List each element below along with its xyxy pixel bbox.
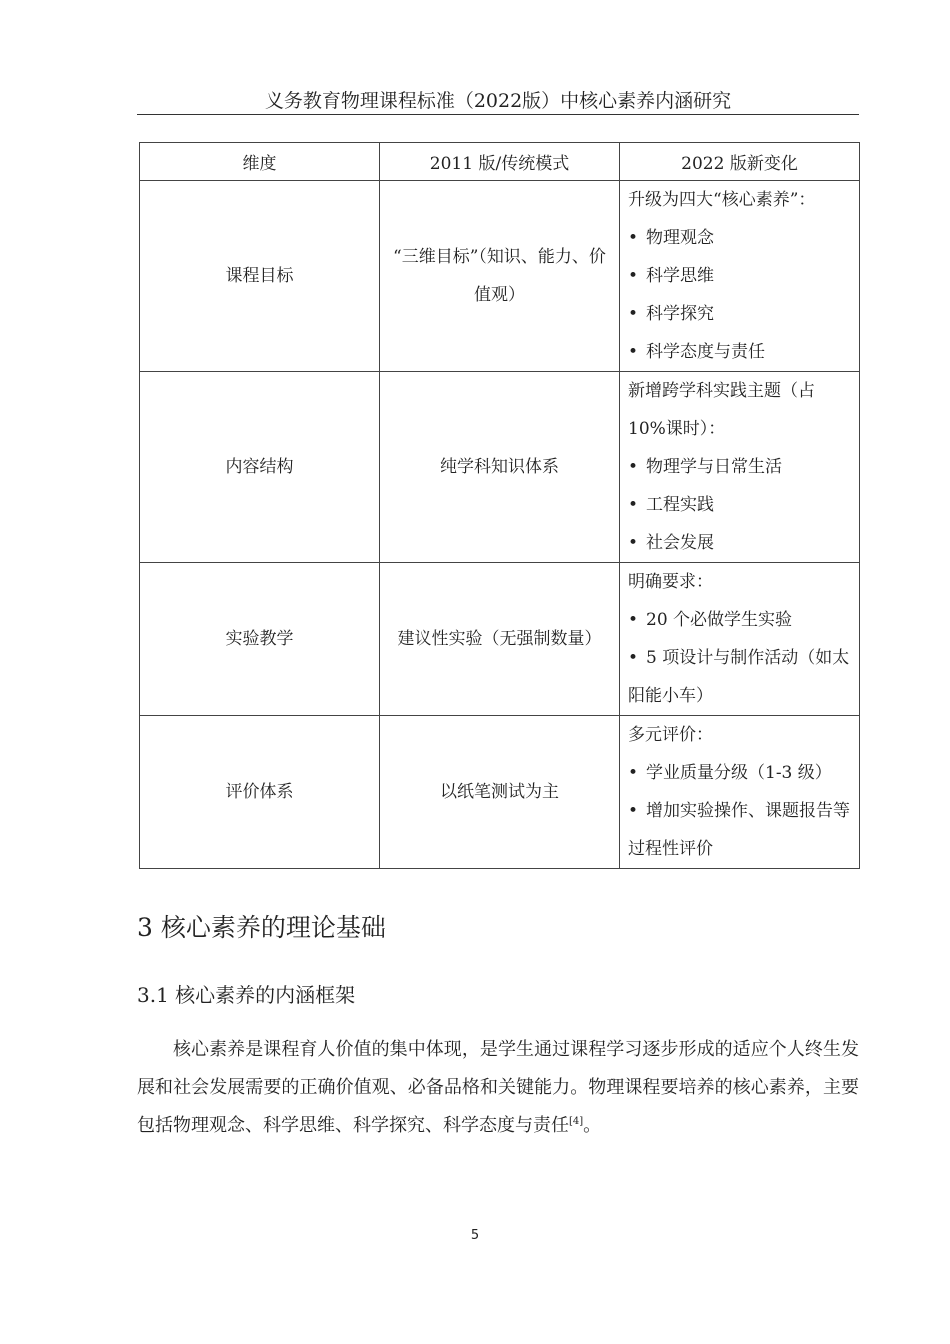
bullet-icon: • <box>628 610 639 630</box>
list-item: • 科学思维 <box>628 257 853 295</box>
old-mode-cell: 纯学科知识体系 <box>380 372 620 563</box>
list-item: • 学业质量分级（1-3 级） <box>628 754 853 792</box>
table-header-row <box>140 143 860 181</box>
list-item: • 20 个必做学生实验 <box>628 601 853 639</box>
list-item: • 5 项设计与制作活动（如太阳能小车） <box>628 639 853 715</box>
old-mode-cell: 以纸笔测试为主 <box>380 716 620 869</box>
header-rule <box>137 114 859 115</box>
section-heading: 3 核心素养的理论基础 <box>137 913 386 942</box>
old-mode-cell: 建议性实验（无强制数量） <box>380 563 620 716</box>
header-dimension: 维度 <box>140 143 380 181</box>
header-2022: 2022 版新变化 <box>620 143 860 181</box>
list-item: • 物理学与日常生活 <box>628 448 853 486</box>
comparison-table <box>139 142 860 869</box>
body-paragraph <box>137 1031 859 1145</box>
new-change-intro: 升级为四大“核心素养”： <box>628 190 816 210</box>
page-number: 5 <box>470 1228 480 1243</box>
new-change-intro: 明确要求： <box>628 572 713 592</box>
bullet-icon: • <box>628 533 639 553</box>
bullet-icon: • <box>628 763 639 783</box>
bullet-icon: • <box>628 495 639 515</box>
new-change-cell <box>620 181 860 372</box>
old-mode-text: “三维目标”（知识、能力、价值观） <box>393 247 606 305</box>
new-change-cell <box>620 372 860 563</box>
old-mode-cell <box>380 181 620 372</box>
running-header-title: 义务教育物理课程标准（2022版）中核心素养内涵研究 <box>264 90 732 112</box>
list-item: • 增加实验操作、课题报告等过程性评价 <box>628 792 853 868</box>
bullet-icon: • <box>628 266 639 286</box>
table-row <box>140 563 860 716</box>
bullet-icon: • <box>628 801 639 821</box>
bullet-icon: • <box>628 342 639 362</box>
dimension-cell: 内容结构 <box>140 372 380 563</box>
header-2011: 2011 版/传统模式 <box>380 143 620 181</box>
subsection-heading: 3.1 核心素养的内涵框架 <box>137 983 356 1007</box>
bullet-icon: • <box>628 457 639 477</box>
table-row <box>140 372 860 563</box>
table-row <box>140 181 860 372</box>
paragraph-text: 核心素养是课程育人价值的集中体现，是学生通过课程学习逐步形成的适应个人终生发展和社会发展需要的正确价值观、必备品格和关键能力。物理课程要培养的核心素养，主要包括物理观念、科学思维、科学探究、科学态度与责任 <box>137 1039 859 1136</box>
list-item: • 科学态度与责任 <box>628 333 853 371</box>
list-item: • 科学探究 <box>628 295 853 333</box>
list-item: • 社会发展 <box>628 524 853 562</box>
list-item: • 物理观念 <box>628 219 853 257</box>
new-change-intro: 新增跨学科实践主题（占 10%课时）： <box>628 381 815 439</box>
list-item: • 工程实践 <box>628 486 853 524</box>
new-change-intro: 多元评价： <box>628 725 713 745</box>
new-change-cell <box>620 716 860 869</box>
dimension-cell: 评价体系 <box>140 716 380 869</box>
table-row <box>140 716 860 869</box>
bullet-icon: • <box>628 228 639 248</box>
paragraph-end: 。 <box>583 1115 602 1136</box>
dimension-cell: 课程目标 <box>140 181 380 372</box>
dimension-cell: 实验教学 <box>140 563 380 716</box>
new-change-cell <box>620 563 860 716</box>
citation-ref[interactable]: [4] <box>569 1116 584 1127</box>
bullet-icon: • <box>628 304 639 324</box>
bullet-icon: • <box>628 648 639 668</box>
